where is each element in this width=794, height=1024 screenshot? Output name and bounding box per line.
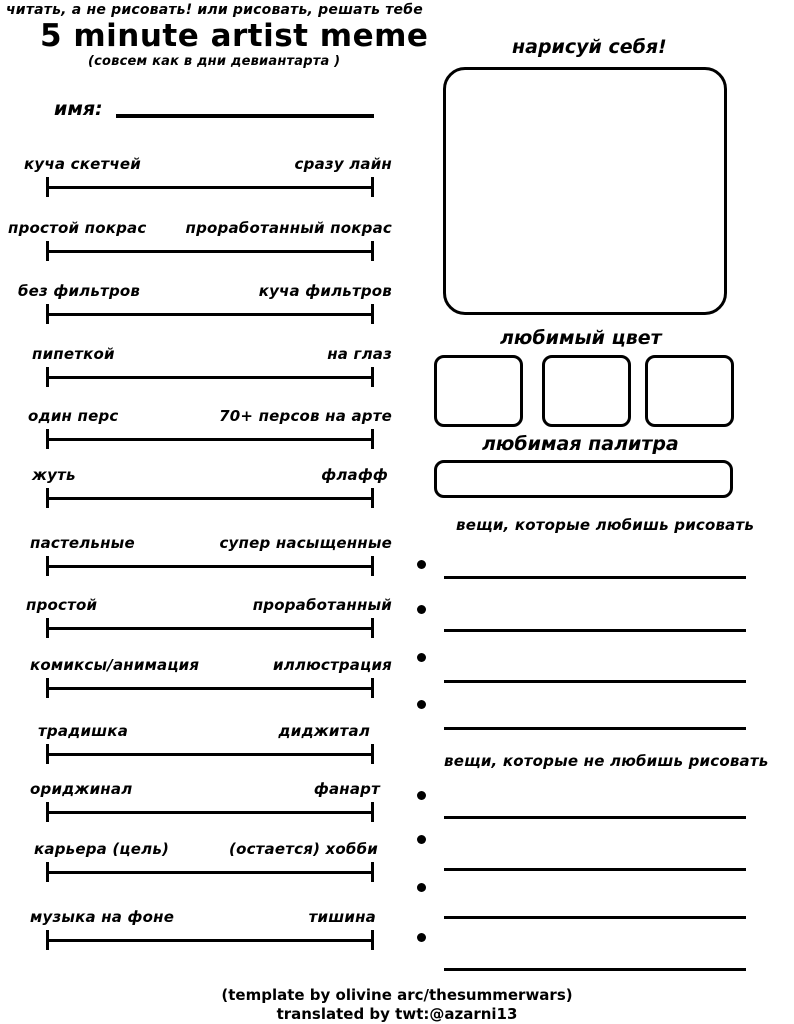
scale-slider[interactable] <box>46 618 374 638</box>
scale-track[interactable] <box>46 753 374 756</box>
scale-right-label: проработанный покрас <box>185 219 392 237</box>
scale-right-label: фанарт <box>313 780 380 798</box>
scale-slider[interactable] <box>46 862 374 882</box>
scale-right-label: куча фильтров <box>258 282 392 300</box>
scale-left-end <box>46 618 49 638</box>
scale-right-label: на глаз <box>327 345 392 363</box>
scale-track[interactable] <box>46 497 374 500</box>
name-field-line[interactable] <box>116 114 374 118</box>
scale-left-end <box>46 744 49 764</box>
scale-left-label: простой покрас <box>8 219 147 237</box>
scale-left-label: простой <box>26 596 98 614</box>
bullet-dot <box>417 605 426 614</box>
scale-right-end <box>371 618 374 638</box>
scale-right-end <box>371 556 374 576</box>
scale-left-label: куча скетчей <box>24 155 141 173</box>
scale-track[interactable] <box>46 313 374 316</box>
write-in-line[interactable] <box>444 868 746 871</box>
favorite-color-swatch-3[interactable] <box>645 355 734 427</box>
write-in-line[interactable] <box>444 816 746 819</box>
scale-left-end <box>46 556 49 576</box>
scale-track[interactable] <box>46 186 374 189</box>
scale-left-label: жуть <box>32 466 76 484</box>
scale-track[interactable] <box>46 939 374 942</box>
scale-track[interactable] <box>46 811 374 814</box>
favorite-palette-box[interactable] <box>434 460 733 498</box>
scale-slider[interactable] <box>46 744 374 764</box>
scale-left-label: комиксы/анимация <box>30 656 200 674</box>
scale-left-label: один перс <box>28 407 119 425</box>
scale-right-label: 70+ персов на арте <box>219 407 392 425</box>
write-in-line[interactable] <box>444 576 746 579</box>
bullet-dot <box>417 653 426 662</box>
scale-left-end <box>46 802 49 822</box>
scale-left-end <box>46 488 49 508</box>
scale-left-label: музыка на фоне <box>30 908 175 926</box>
scale-right-label: флафф <box>321 466 388 484</box>
scale-track[interactable] <box>46 250 374 253</box>
write-in-line[interactable] <box>444 727 746 730</box>
favorite-color-swatch-1[interactable] <box>434 355 523 427</box>
scale-slider[interactable] <box>46 488 374 508</box>
scale-slider[interactable] <box>46 241 374 261</box>
scale-track[interactable] <box>46 565 374 568</box>
scale-right-end <box>371 429 374 449</box>
scale-slider[interactable] <box>46 367 374 387</box>
scale-right-end <box>371 367 374 387</box>
bullet-dot <box>417 791 426 800</box>
scale-right-end <box>371 488 374 508</box>
scale-slider[interactable] <box>46 678 374 698</box>
love-to-draw-label: вещи, которые любишь рисовать <box>456 516 755 534</box>
scale-slider[interactable] <box>46 177 374 197</box>
scale-left-label: карьера (цель) <box>34 840 170 858</box>
translator-credit: translated by twt:@azarni13 <box>276 1005 518 1023</box>
scale-right-end <box>371 241 374 261</box>
bullet-dot <box>417 883 426 892</box>
scale-track[interactable] <box>46 376 374 379</box>
write-in-line[interactable] <box>444 968 746 971</box>
bullet-dot <box>417 560 426 569</box>
scale-left-label: пастельные <box>30 534 135 552</box>
draw-yourself-label: нарисуй себя! <box>512 36 667 58</box>
scale-right-end <box>371 862 374 882</box>
name-label: имя: <box>54 98 103 120</box>
scale-left-end <box>46 177 49 197</box>
self-portrait-box[interactable] <box>443 67 727 315</box>
write-in-line[interactable] <box>444 680 746 683</box>
scale-left-label: ориджинал <box>30 780 133 798</box>
scale-right-label: проработанный <box>252 596 392 614</box>
bullet-dot <box>417 933 426 942</box>
favorite-palette-label: любимая палитра <box>482 433 679 455</box>
scale-right-label: иллюстрация <box>273 656 392 674</box>
scale-track[interactable] <box>46 627 374 630</box>
scale-right-end <box>371 744 374 764</box>
scale-left-label: традишка <box>38 722 129 740</box>
scale-right-end <box>371 802 374 822</box>
favorite-color-swatch-2[interactable] <box>542 355 631 427</box>
top-note: читать, а не рисовать! или рисовать, решать тебе <box>6 2 423 18</box>
bullet-dot <box>417 835 426 844</box>
scale-right-label: (остается) хобби <box>229 840 378 858</box>
scale-left-end <box>46 304 49 324</box>
write-in-line[interactable] <box>444 629 746 632</box>
scale-right-label: диджитал <box>278 722 370 740</box>
page-title: 5 minute artist meme <box>40 18 429 54</box>
scale-slider[interactable] <box>46 429 374 449</box>
scale-right-label: сразу лайн <box>294 155 392 173</box>
scale-left-end <box>46 862 49 882</box>
scale-track[interactable] <box>46 687 374 690</box>
scale-left-end <box>46 241 49 261</box>
scale-track[interactable] <box>46 438 374 441</box>
scale-right-label: тишина <box>308 908 376 926</box>
scale-slider[interactable] <box>46 930 374 950</box>
scale-right-end <box>371 177 374 197</box>
template-credit: (template by olivine arc/thesummerwars) <box>221 986 573 1004</box>
scale-left-end <box>46 367 49 387</box>
scale-slider[interactable] <box>46 304 374 324</box>
bullet-dot <box>417 700 426 709</box>
scale-right-end <box>371 678 374 698</box>
scale-left-label: без фильтров <box>18 282 141 300</box>
page-subtitle: (совсем как в дни девиантарта ) <box>88 54 341 69</box>
write-in-line[interactable] <box>444 916 746 919</box>
scale-slider[interactable] <box>46 556 374 576</box>
scale-slider[interactable] <box>46 802 374 822</box>
dont-love-to-draw-label: вещи, которые не любишь рисовать <box>444 752 769 770</box>
scale-right-end <box>371 304 374 324</box>
favorite-color-label: любимый цвет <box>500 327 662 349</box>
scale-left-label: пипеткой <box>32 345 115 363</box>
scale-left-end <box>46 429 49 449</box>
scale-left-end <box>46 678 49 698</box>
scale-right-end <box>371 930 374 950</box>
scale-right-label: супер насыщенные <box>219 534 392 552</box>
scale-left-end <box>46 930 49 950</box>
scale-track[interactable] <box>46 871 374 874</box>
